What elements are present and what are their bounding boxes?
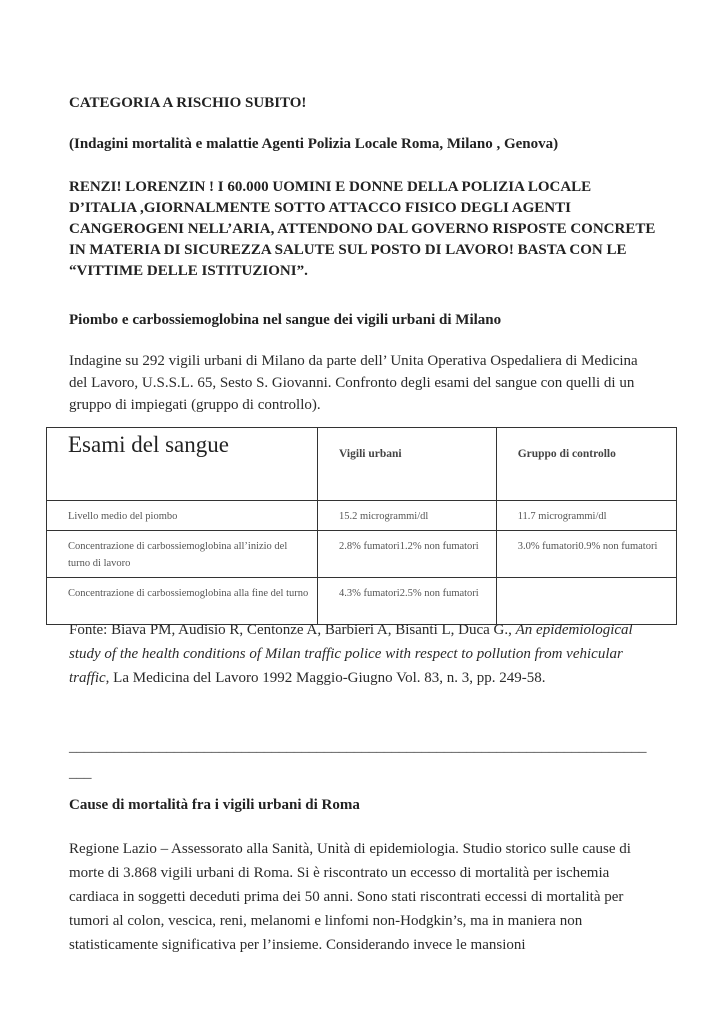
row-label: Livello medio del piombo <box>47 501 318 531</box>
heading-category: CATEGORIA A RISCHIO SUBITO! <box>69 95 307 111</box>
source-prefix: Fonte: Biava PM, Audisio R, Centonze A, Barbieri A, Bisanti L, Duca G., <box>69 622 516 638</box>
col-header-controllo: Gruppo di controllo <box>496 428 676 501</box>
cell-vigili: 4.3% fumatori2.5% non fumatori <box>318 578 497 625</box>
table-row <box>47 531 677 578</box>
appeal-text: RENZI! LORENZIN ! I 60.000 UOMINI E DONNE DELLA POLIZIA LOCALE D’ITALIA ,GIORNALMENTE SOTTO ATTACCO FISICO DEGLI AGENTI CANGEROGENI NELL’ARIA, ATTENDONO DAL GOVERNO RISPOSTE CONCRETE IN MATERIA DI SICUREZZA SALUTE SUL POSTO DI LAVORO! BASTA CON LE “VITTIME DELLE ISTITUZIONI”. <box>69 179 656 279</box>
row-label: Concentrazione di carbossiemoglobina alla fine del turno <box>47 578 318 625</box>
col-header-vigili: Vigili urbani <box>318 428 497 501</box>
intro-paragraph: Indagine su 292 vigili urbani di Milano da parte dell’ Unita Operativa Ospedaliera di Medicina del Lavoro, U.S.S.L. 65, Sesto S. Giovanni. Confronto degli esami del sangue con quelli di un gruppo di impiegati (gruppo di controllo). <box>69 353 638 413</box>
cell-controllo: 11.7 microgrammi/dl <box>496 501 676 531</box>
table-header-row <box>47 428 677 501</box>
heading-indagini: (Indagini mortalità e malattie Agenti Polizia Locale Roma, Milano , Genova) <box>69 136 559 152</box>
cell-vigili: 15.2 microgrammi/dl <box>318 501 497 531</box>
source-suffix: , La Medicina del Lavoro 1992 Maggio-Giugno Vol. 83, n. 3, pp. 249-58. <box>105 670 546 686</box>
table-title: Esami del sangue <box>47 428 318 501</box>
source-citation <box>69 618 654 690</box>
separator-line: ________________________________________________________________________________ <box>69 739 647 781</box>
heading-piombo: Piombo e carbossiemoglobina nel sangue dei vigili urbani di Milano <box>69 312 502 328</box>
roma-paragraph: Regione Lazio – Assessorato alla Sanità, Unità di epidemiologia. Studio storico sulle cause di morte di 3.868 vigili urbani di Roma. Si è riscontrato un eccesso di mortalità per ischemia cardiaca in soggetti deceduti prima dei 50 anni. Sono stati riscontrati eccessi di mortalità per tumori al colon, vescica, reni, melanomi e linfomi non-Hodgkin’s, ma in maniera non statisticamente significativa per l’insieme. Considerando invece le mansioni <box>69 841 631 953</box>
heading-roma: Cause di mortalità fra i vigili urbani di Roma <box>69 797 360 813</box>
cell-controllo: 3.0% fumatori0.9% non fumatori <box>496 531 676 578</box>
blood-exam-table <box>46 427 677 625</box>
cell-vigili: 2.8% fumatori1.2% non fumatori <box>318 531 497 578</box>
row-label: Concentrazione di carbossiemoglobina all’inizio del turno di lavoro <box>47 531 318 578</box>
source-title: An epidemiological study of the health conditions of Milan traffic police with respect to pollution from vehicular traffic <box>69 622 633 686</box>
table-row <box>47 501 677 531</box>
